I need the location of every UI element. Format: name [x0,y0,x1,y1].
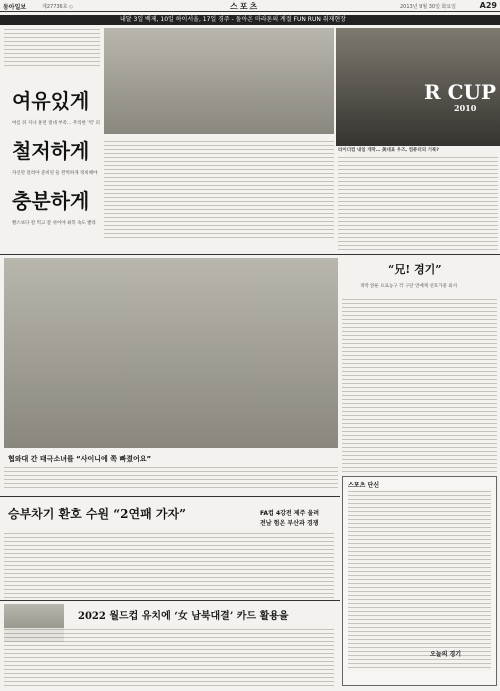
headline-three: 충분하게 [12,189,90,213]
main-story-title: 승부차기 환호 수원 “2연패 가자” [8,507,186,521]
section-divider [0,254,500,255]
lower-story-title: 2022 월드컵 유치에 ‘女 남북대결’ 카드 활용을 [78,611,289,622]
masthead [0,0,500,12]
right-story-subtitle: 개막 앞둔 프로농구 각 구단 연예계 선호가중 외서 [360,284,457,289]
headline-three-sub: 빨스보다 칼 먹고 잘 쉬어야 최복 속도 빨라 [12,221,96,226]
lower-divider [0,496,340,497]
photo-caption-text [4,466,338,490]
headline-one-sub: 여름 뒤 지나 훈련 절대 부족… 무리한 '역' 피 [12,121,100,126]
right-story-title: “兄! 경기” [388,263,442,276]
main-event-photo [4,258,338,448]
publication-date: 2013년 9월 30일 화요일 [400,4,457,10]
golf-caption: 라이더컵 내일 개막… 美대표 우즈, 컴퓨터의 기록? [338,148,439,153]
headline-two: 철저하게 [12,139,90,163]
golf-article [338,156,498,252]
marathon-article [104,140,334,238]
sports-briefs-title: 스포츠 단신 [348,482,380,489]
headline-one: 여유있게 [12,89,90,113]
right-story-text [342,298,497,472]
photo-caption-title: 협와대 간 태극소녀를 “사이니에 쪽 빠졌어요” [8,455,152,463]
headline-two-sub: 자신만 달려야 준비된 둘 완벽하게 정비해야 [12,171,98,176]
main-story-side: FA컵 4강전 제주 울려 [260,510,320,517]
page-number: A29 [479,1,497,10]
main-story-side-two: 전남 험온 부산과 경쟁 [260,520,319,527]
ryder-cup-title: R CUP [424,80,496,104]
lower-story-text [4,628,334,688]
today-games-title: 오늘의 경기 [430,651,462,658]
lower-divider-two [0,600,340,601]
ryder-cup-year: 2010 [454,103,477,113]
main-story-text [4,532,334,598]
sports-briefs-text [348,490,491,670]
marathon-photo [104,28,334,134]
top-banner: 내달 3일 백제, 10일 하이서울, 17일 경주 - 돌아온 마라톤의 계절 FUN RUN 취재현장 [0,15,500,25]
intro-text-block [4,28,100,66]
section-title: 스포츠 [230,2,260,11]
issue-number: 제27736호 ◇ [42,4,74,10]
newspaper-logo: 동아일보 [3,4,27,11]
